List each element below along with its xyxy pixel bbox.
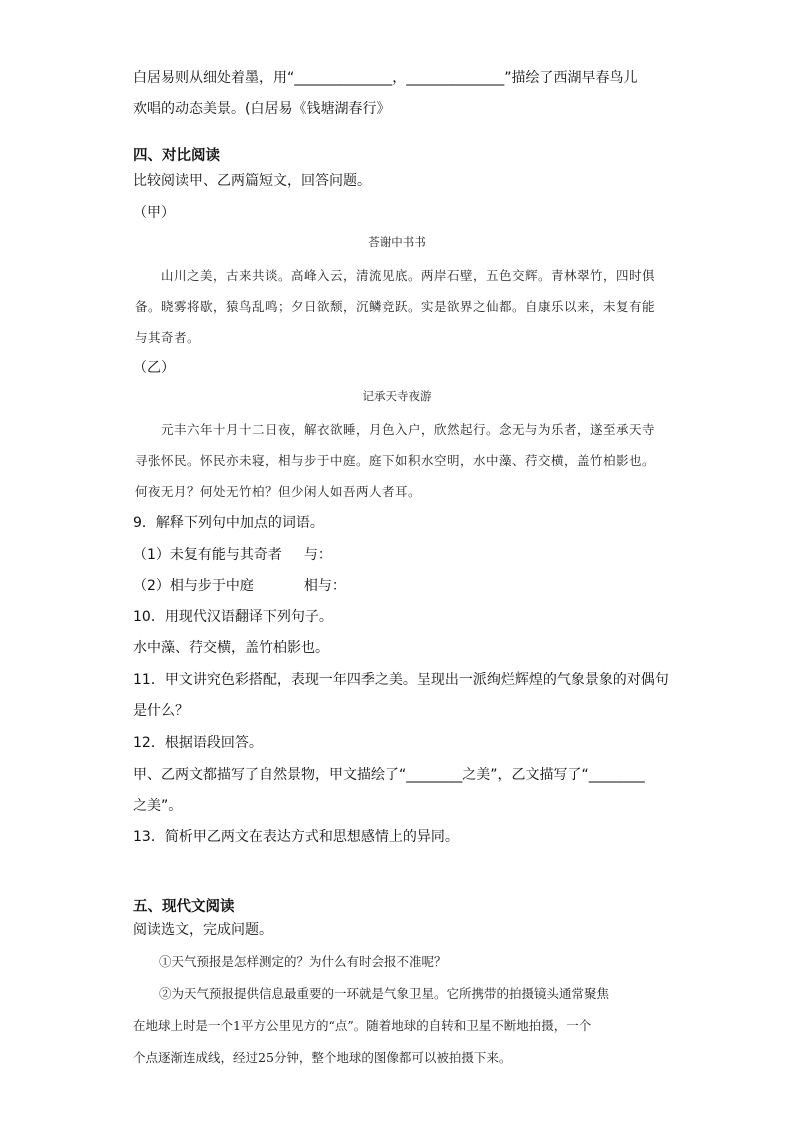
passage-label-yi: （乙）: [133, 360, 175, 376]
question-13: 13．简析甲乙两文在表达方式和思想感情上的异同。: [133, 829, 459, 845]
question-12: 12．根据语段回答。: [133, 735, 263, 751]
passage-text-jia: 山川之美，古来共谈。高峰入云，清流见底。两岸石壁，五色交辉。青林翠竹，四时俱备。晓雾将歇，猿鸟乱鸣；夕日欲颓，沉鳞竞跃。实是欲界之仙都。自康乐以来，未复有能与其奇者。: [135, 268, 656, 345]
intro-text: 白居易则从细处着墨，用“: [133, 70, 295, 86]
question-9-2: [133, 576, 346, 596]
question-12-line-1: 甲、乙两文都描写了自然景物，甲文描绘了“________之美”，乙文描写了“________: [133, 767, 645, 783]
answer-label: 与：: [303, 547, 332, 563]
section-instruction: 阅读选文，完成问题。: [133, 922, 273, 938]
question-9-1: [133, 545, 332, 565]
question-11-line-2: 是什么？: [133, 703, 189, 719]
passage-title-jia: 荅谢中书书: [368, 235, 426, 249]
modern-paragraph-2-line-2: 在地球上时是一个1平方公里见方的“点”。随着地球的自转和卫星不断地拍摄，一个: [133, 1018, 592, 1033]
modern-paragraph-2-line-1: ②为天气预报提供信息最重要的一环就是气象卫星。它所携带的拍摄镜头通常聚焦: [159, 986, 610, 1001]
question-text: （1）未复有能与其奇者: [133, 547, 282, 563]
question-12-line-2: 之美”。: [133, 798, 183, 814]
comma: ，: [392, 70, 407, 86]
intro-line-2: 欢唱的动态美景。(白居易《钱塘湖春行》: [133, 101, 391, 117]
fill-blank: ______________: [294, 70, 393, 86]
question-10: 10．用现代汉语翻译下列句子。: [133, 609, 333, 625]
section-instruction: 比较阅读甲、乙两篇短文，回答问题。: [133, 173, 371, 189]
section-heading-5: 五、现代文阅读: [133, 899, 235, 915]
answer-label: 相与：: [303, 578, 346, 594]
question-11-line-1: 11．甲文讲究色彩搭配，表现一年四季之美。呈现出一派绚烂辉煌的气象景象的对偶句: [133, 672, 669, 688]
passage-label-jia: （甲）: [133, 205, 175, 221]
question-10-sentence: 水中藻、荇交横，盖竹柏影也。: [133, 640, 329, 656]
fill-blank: ______________: [406, 70, 505, 86]
passage-text-yi: 元丰六年十月十二日夜，解衣欲睡，月色入户，欣然起行。念无与为乐者，遂至承天寺寻张怀民。怀民亦未寝，相与步于中庭。庭下如积水空明，水中藻、荇交横，盖竹柏影也。何夜无月？何处无竹柏？但少闲人如吾两人者耳。: [135, 422, 656, 499]
intro-text: ”描绘了西湖早春鸟儿: [504, 70, 638, 86]
modern-paragraph-1: ①天气预报是怎样测定的？为什么有时会报不准呢？: [159, 954, 447, 969]
modern-paragraph-2-line-3: 个点逐渐连成线，经过25分钟，整个地球的图像都可以被拍摄下来。: [133, 1050, 512, 1065]
section-heading-4: 四、对比阅读: [133, 148, 220, 164]
question-text: （2）相与步于中庭: [133, 578, 254, 594]
passage-title-yi: 记承天寺夜游: [362, 389, 432, 403]
question-9: 9．解释下列句中加点的词语。: [133, 515, 324, 531]
intro-line-1: [133, 68, 638, 88]
